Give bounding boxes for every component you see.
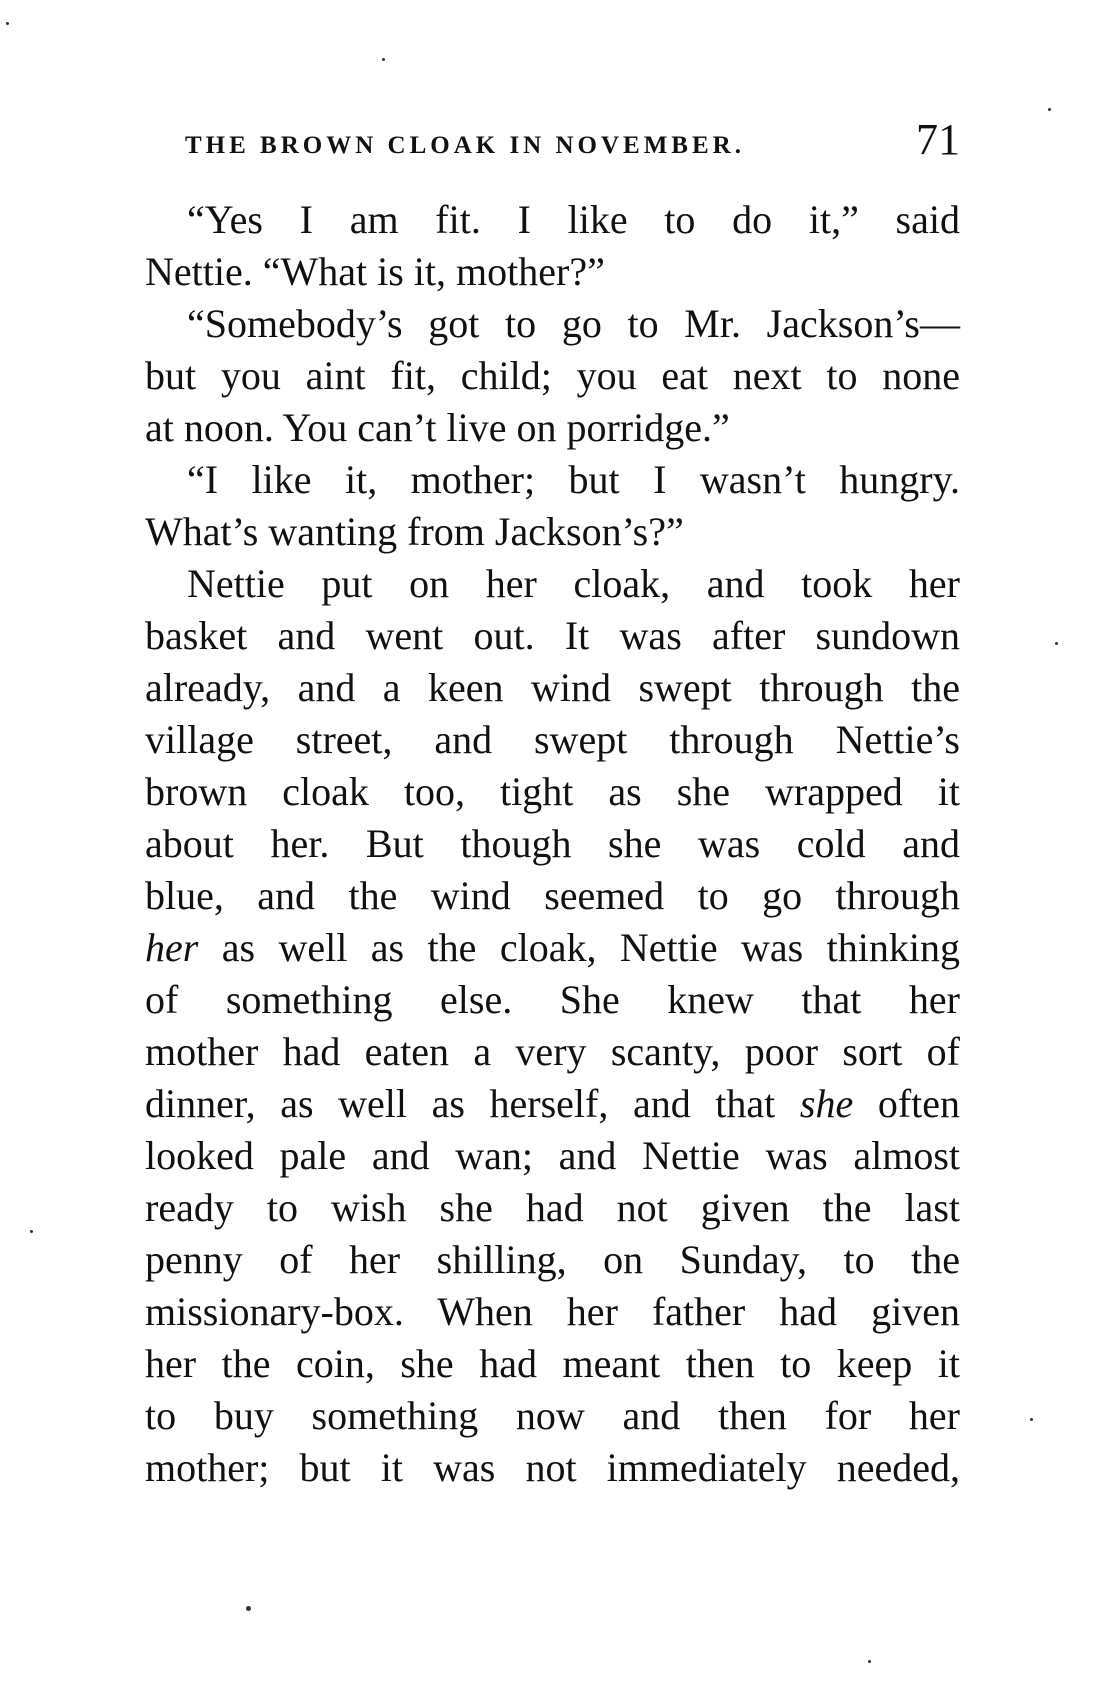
print-speck <box>1048 108 1051 111</box>
text-line <box>145 922 960 974</box>
emphasis-she: she <box>799 1081 854 1126</box>
print-speck <box>868 1660 871 1663</box>
text-line: mother; but it was not immediately needed, <box>145 1445 960 1490</box>
text-line-start: dinner, as well as herself, and that <box>145 1081 776 1126</box>
text-line: basket and went out. It was after sundown <box>145 613 960 658</box>
text-line: “I like it, mother; but I wasn’t hungry. <box>187 457 960 502</box>
body-text <box>145 194 960 1494</box>
running-title: THE BROWN CLOAK IN NOVEMBER. <box>185 132 745 159</box>
print-speck <box>382 58 385 61</box>
text-line: ready to wish she had not given the last <box>145 1185 960 1230</box>
print-speck <box>1055 642 1058 645</box>
text-line: “Yes I am fit. I like to do it,” said <box>187 197 960 242</box>
text-line <box>145 1078 960 1130</box>
print-speck <box>6 22 9 25</box>
text-line: penny of her shilling, on Sunday, to the <box>145 1237 960 1282</box>
text-line: about her. But though she was cold and <box>145 821 960 866</box>
text-line: blue, and the wind seemed to go through <box>145 873 960 918</box>
page-number: 71 <box>916 115 960 164</box>
text-line: her the coin, she had meant then to keep it <box>145 1341 960 1386</box>
text-line: missionary-box. When her father had given <box>145 1289 960 1334</box>
text-line-rest: as well as the cloak, Nettie was thinking <box>221 925 961 970</box>
print-speck <box>246 1606 251 1611</box>
emphasis-her: her <box>145 925 199 970</box>
print-speck <box>30 1230 33 1233</box>
text-line: village street, and swept through Nettie’s <box>145 717 960 762</box>
text-line: to buy something now and then for her <box>145 1393 960 1438</box>
text-line: mother had eaten a very scanty, poor sort of <box>145 1029 960 1074</box>
text-line: What’s wanting from Jackson’s?” <box>145 509 684 554</box>
text-line: brown cloak too, tight as she wrapped it <box>145 769 960 814</box>
text-line: Nettie put on her cloak, and took her <box>187 561 960 606</box>
text-line-end: often <box>877 1081 961 1126</box>
text-line: but you aint fit, child; you eat next to none <box>145 353 960 398</box>
text-line: already, and a keen wind swept through the <box>145 665 960 710</box>
text-line: Nettie. “What is it, mother?” <box>145 249 605 294</box>
text-line: of something else. She knew that her <box>145 977 960 1022</box>
text-line: looked pale and wan; and Nettie was almost <box>145 1133 960 1178</box>
running-head <box>145 115 960 178</box>
text-line: at noon. You can’t live on porridge.” <box>145 405 730 450</box>
text-line: “Somebody’s got to go to Mr. Jackson’s— <box>187 301 960 346</box>
print-speck <box>1030 1418 1033 1421</box>
